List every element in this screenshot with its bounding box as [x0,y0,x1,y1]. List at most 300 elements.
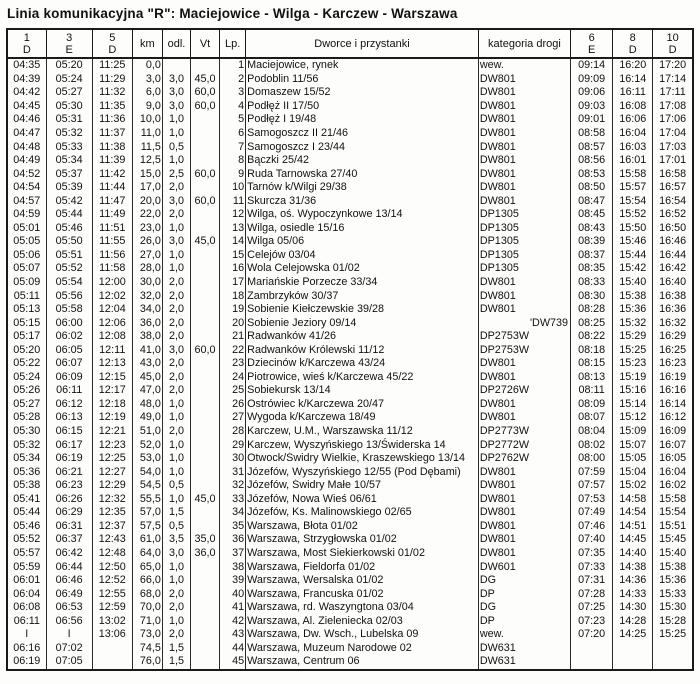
cell-time-1d: 06:11 [7,614,46,628]
column-header-time-6e: 6 E [571,29,613,58]
cell-station: Warszawa, Francuska 01/02 [246,587,479,601]
cell-lp: 23 [220,357,246,371]
cell-time-10d: 16:40 [653,276,693,290]
timetable-header [7,29,693,58]
cell-odl: 3,0 [162,547,190,561]
cell-lp: 34 [220,506,246,520]
cell-time-3e: 06:07 [46,357,92,371]
table-row [7,343,693,357]
cell-kategoria: DW801 [478,113,570,127]
cell-time-6e: 07:49 [571,506,613,520]
cell-km: 65,0 [132,560,162,574]
timetable-body [7,58,693,670]
cell-km: 27,0 [132,249,162,263]
cell-time-10d: 15:25 [653,628,693,642]
cell-time-5d: 12:06 [92,316,132,330]
cell-lp: 11 [220,194,246,208]
cell-time-3e: 05:39 [46,181,92,195]
cell-time-3e: 06:00 [46,316,92,330]
cell-vt: 60,0 [191,86,220,100]
cell-time-10d: 16:23 [653,357,693,371]
cell-time-10d: 16:16 [653,384,693,398]
cell-time-6e: 08:22 [571,330,613,344]
cell-kategoria: DW801 [478,357,570,371]
cell-time-3e: 05:56 [46,289,92,303]
cell-time-10d: 16:46 [653,235,693,249]
cell-time-5d: 12:43 [92,533,132,547]
cell-odl: 2,0 [162,384,190,398]
cell-time-8d: 15:58 [613,167,653,181]
cell-km: 53,0 [132,452,162,466]
cell-vt: 35,0 [191,533,220,547]
cell-kategoria: DW801 [478,100,570,114]
cell-station: Otwock/Świdry Wielkie, Kraszewskiego 13/14 [246,452,479,466]
cell-time-5d: 12:27 [92,465,132,479]
cell-time-5d: 12:32 [92,493,132,507]
cell-time-6e: 08:02 [571,438,613,452]
column-header-time-3e: 3 E [46,29,92,58]
cell-km: 6,0 [132,86,162,100]
cell-time-3e: 06:09 [46,371,92,385]
cell-odl: 1,0 [162,127,190,141]
cell-lp: 12 [220,208,246,222]
cell-time-5d: 11:32 [92,86,132,100]
cell-lp: 6 [220,127,246,141]
cell-lp: 41 [220,601,246,615]
cell-time-1d: 05:36 [7,465,46,479]
cell-lp: 35 [220,520,246,534]
cell-station: Warszawa, Most Siekierkowski 01/02 [246,547,479,561]
cell-time-1d: 05:41 [7,493,46,507]
cell-station: Wygoda k/Karczewa 18/49 [246,411,479,425]
cell-time-1d: 05:15 [7,316,46,330]
cell-odl: 3,0 [162,73,190,87]
cell-time-6e: 08:28 [571,303,613,317]
cell-kategoria: DW801 [478,398,570,412]
cell-time-1d: 05:28 [7,411,46,425]
cell-time-8d: 15:23 [613,357,653,371]
cell-km: 30,0 [132,276,162,290]
table-row [7,194,693,208]
cell-time-10d: 16:38 [653,289,693,303]
cell-lp: 30 [220,452,246,466]
cell-lp: 15 [220,249,246,263]
cell-time-1d: 05:06 [7,249,46,263]
cell-time-3e: 06:29 [46,506,92,520]
cell-time-6e: 08:09 [571,398,613,412]
cell-time-3e: 06:53 [46,601,92,615]
cell-time-1d: 06:01 [7,574,46,588]
cell-kategoria: DW801 [478,167,570,181]
cell-time-5d: 12:00 [92,276,132,290]
cell-vt [191,520,220,534]
table-row [7,73,693,87]
cell-time-8d: 16:01 [613,154,653,168]
cell-station: Warszawa, Al. Zieleniecka 02/03 [246,614,479,628]
cell-odl: 2,0 [162,425,190,439]
column-header-station: Dworce i przystanki [246,29,479,58]
cell-time-10d: 17:06 [653,113,693,127]
cell-lp: 2 [220,73,246,87]
cell-time-5d: 11:36 [92,113,132,127]
table-row [7,533,693,547]
cell-time-3e: 05:30 [46,100,92,114]
cell-time-5d: 12:37 [92,520,132,534]
column-header-time-1d: 1 D [7,29,46,58]
cell-time-5d: 12:04 [92,303,132,317]
cell-odl: 0,5 [162,140,190,154]
cell-kategoria: DP1305 [478,235,570,249]
cell-time-3e: 06:05 [46,343,92,357]
cell-time-6e: 08:33 [571,276,613,290]
cell-km: 74,5 [132,642,162,656]
cell-time-10d: 17:20 [653,58,693,73]
cell-lp: 24 [220,371,246,385]
table-row [7,222,693,236]
cell-time-3e: 06:37 [46,533,92,547]
cell-lp: 42 [220,614,246,628]
cell-time-1d: 06:16 [7,642,46,656]
cell-time-1d: 05:30 [7,425,46,439]
cell-kategoria: DW801 [478,479,570,493]
cell-km: 61,0 [132,533,162,547]
cell-km: 52,0 [132,438,162,452]
cell-time-6e: 07:40 [571,533,613,547]
cell-km: 3,0 [132,73,162,87]
cell-station: Ostrówiec k/Karczewa 20/47 [246,398,479,412]
column-header-odl: odl. [162,29,190,58]
cell-time-5d: 12:50 [92,560,132,574]
cell-time-6e: 07:57 [571,479,613,493]
cell-vt [191,127,220,141]
cell-kategoria: DG [478,601,570,615]
cell-time-5d: 12:18 [92,398,132,412]
cell-time-1d: 05:32 [7,438,46,452]
cell-time-10d [653,655,693,670]
table-row [7,127,693,141]
cell-lp: 43 [220,628,246,642]
cell-vt [191,276,220,290]
cell-odl: 2,0 [162,587,190,601]
table-row [7,86,693,100]
column-header-time-10d: 10 D [653,29,693,58]
cell-time-10d: 16:36 [653,303,693,317]
cell-lp: 29 [220,438,246,452]
cell-time-10d: 15:54 [653,506,693,520]
cell-time-6e: 08:15 [571,357,613,371]
cell-lp: 9 [220,167,246,181]
table-row [7,330,693,344]
cell-time-10d: 16:04 [653,465,693,479]
cell-time-8d: 15:44 [613,249,653,263]
column-header-time-8d: 8 D [613,29,653,58]
cell-lp: 21 [220,330,246,344]
cell-km: 48,0 [132,398,162,412]
table-row [7,262,693,276]
cell-time-6e: 08:00 [571,452,613,466]
cell-kategoria: DG [478,574,570,588]
cell-vt [191,140,220,154]
cell-time-8d: 16:08 [613,100,653,114]
cell-vt [191,506,220,520]
column-header-km: km [132,29,162,58]
cell-time-1d: 05:20 [7,343,46,357]
cell-lp: 4 [220,100,246,114]
cell-odl: 2,0 [162,357,190,371]
cell-time-3e: 05:54 [46,276,92,290]
cell-time-5d: 11:39 [92,154,132,168]
cell-time-6e: 08:18 [571,343,613,357]
cell-time-3e: I [46,628,92,642]
cell-station: Skurcza 31/36 [246,194,479,208]
cell-time-8d: 15:29 [613,330,653,344]
cell-kategoria: DP1305 [478,208,570,222]
cell-kategoria: DP2753W [478,343,570,357]
cell-time-1d: 05:57 [7,547,46,561]
cell-time-5d: 11:42 [92,167,132,181]
cell-time-1d: 04:54 [7,181,46,195]
cell-station: Tarnów k/Wilgi 29/38 [246,181,479,195]
cell-km: 47,0 [132,384,162,398]
cell-vt [191,181,220,195]
cell-km: 11,5 [132,140,162,154]
cell-time-8d: 14:25 [613,628,653,642]
cell-time-10d: 16:50 [653,222,693,236]
cell-time-1d: 04:57 [7,194,46,208]
cell-odl: 1,0 [162,614,190,628]
cell-time-8d: 14:45 [613,533,653,547]
cell-time-10d: 16:19 [653,371,693,385]
cell-vt [191,208,220,222]
cell-time-5d: 11:56 [92,249,132,263]
cell-time-8d: 15:36 [613,303,653,317]
cell-time-8d: 16:04 [613,127,653,141]
table-row [7,398,693,412]
cell-time-5d: 12:35 [92,506,132,520]
cell-time-10d: 16:29 [653,330,693,344]
cell-time-3e: 05:46 [46,222,92,236]
cell-odl: 1,0 [162,560,190,574]
cell-time-8d: 16:11 [613,86,653,100]
cell-station: Józefów, Wyszyńskiego 12/55 (Pod Dębami) [246,465,479,479]
cell-odl: 2,0 [162,371,190,385]
cell-odl: 1,0 [162,452,190,466]
column-header-lp: Lp. [220,29,246,58]
cell-time-1d: 05:26 [7,384,46,398]
cell-km: 10,0 [132,113,162,127]
cell-time-6e [571,642,613,656]
cell-time-5d: 11:51 [92,222,132,236]
cell-time-10d: 16:44 [653,249,693,263]
cell-time-5d: 13:02 [92,614,132,628]
table-row [7,587,693,601]
cell-kategoria: DW801 [478,303,570,317]
cell-odl: 1,0 [162,154,190,168]
cell-odl: 2,0 [162,330,190,344]
cell-time-5d: 12:02 [92,289,132,303]
cell-time-1d: 04:59 [7,208,46,222]
cell-km: 20,0 [132,194,162,208]
cell-km: 32,0 [132,289,162,303]
table-row [7,493,693,507]
cell-time-5d: 11:38 [92,140,132,154]
cell-station: Piotrowice, wieś k/Karczewa 45/22 [246,371,479,385]
cell-time-10d: 16:07 [653,438,693,452]
table-row [7,303,693,317]
cell-time-6e: 09:01 [571,113,613,127]
cell-km: 17,0 [132,181,162,195]
cell-lp: 37 [220,547,246,561]
cell-time-3e: 06:44 [46,560,92,574]
cell-kategoria: DW801 [478,154,570,168]
cell-vt: 60,0 [191,167,220,181]
cell-station: Wilga, oś. Wypoczynkowe 13/14 [246,208,479,222]
cell-km: 23,0 [132,222,162,236]
cell-time-3e: 06:17 [46,438,92,452]
cell-odl: 2,5 [162,167,190,181]
cell-time-3e: 06:21 [46,465,92,479]
table-row [7,547,693,561]
cell-time-8d: 15:46 [613,235,653,249]
cell-kategoria: DW801 [478,73,570,87]
cell-lp: 10 [220,181,246,195]
cell-time-3e: 07:05 [46,655,92,670]
cell-time-8d [613,642,653,656]
cell-km: 55,5 [132,493,162,507]
cell-time-8d [613,655,653,670]
cell-time-1d: 05:52 [7,533,46,547]
timetable [6,28,694,671]
cell-time-8d: 15:04 [613,465,653,479]
cell-time-1d: 05:34 [7,452,46,466]
page-title: Linia komunikacyjna "R": Maciejowice - Wilga - Karczew - Warszawa [7,6,458,21]
cell-vt [191,587,220,601]
cell-odl: 1,0 [162,249,190,263]
cell-time-8d: 15:32 [613,316,653,330]
cell-time-3e: 06:13 [46,411,92,425]
cell-time-5d: 12:48 [92,547,132,561]
cell-time-6e: 07:53 [571,493,613,507]
cell-lp: 28 [220,425,246,439]
cell-time-10d: 16:52 [653,208,693,222]
cell-time-10d: 17:08 [653,100,693,114]
table-row [7,601,693,615]
cell-time-1d: 04:49 [7,154,46,168]
cell-kategoria: DP1305 [478,222,570,236]
cell-time-1d: 04:39 [7,73,46,87]
cell-odl: 1,0 [162,113,190,127]
cell-time-6e: 07:46 [571,520,613,534]
cell-kategoria: DW801 [478,533,570,547]
cell-odl: 1,0 [162,262,190,276]
table-row [7,560,693,574]
cell-odl [162,58,190,73]
column-header-kategoria: kategoria drogi [478,29,570,58]
cell-time-3e: 05:34 [46,154,92,168]
cell-time-3e: 05:24 [46,73,92,87]
cell-vt [191,601,220,615]
cell-vt [191,58,220,73]
cell-time-3e: 05:52 [46,262,92,276]
cell-station: Ruda Tarnowska 27/40 [246,167,479,181]
cell-time-6e: 07:31 [571,574,613,588]
cell-time-8d: 15:57 [613,181,653,195]
cell-time-8d: 15:40 [613,276,653,290]
table-row [7,249,693,263]
cell-odl: 3,0 [162,343,190,357]
cell-km: 73,0 [132,628,162,642]
table-row [7,642,693,656]
cell-time-10d: 15:36 [653,574,693,588]
cell-time-3e: 06:49 [46,587,92,601]
cell-time-6e: 07:59 [571,465,613,479]
cell-station: Samogoszcz II 21/46 [246,127,479,141]
table-row [7,479,693,493]
cell-time-6e: 08:11 [571,384,613,398]
cell-time-8d: 15:38 [613,289,653,303]
cell-time-3e: 06:56 [46,614,92,628]
cell-kategoria: DW601 [478,560,570,574]
cell-station: Sobiekursk 13/14 [246,384,479,398]
cell-lp: 32 [220,479,246,493]
table-row [7,574,693,588]
cell-time-10d: 15:45 [653,533,693,547]
cell-time-10d: 16:32 [653,316,693,330]
cell-time-5d: 13:06 [92,628,132,642]
table-row [7,276,693,290]
cell-vt: 60,0 [191,194,220,208]
cell-station: Wilga 05/06 [246,235,479,249]
cell-time-10d: 16:12 [653,411,693,425]
cell-time-8d: 14:58 [613,493,653,507]
cell-station: Warszawa, Błota 01/02 [246,520,479,534]
cell-odl: 0,5 [162,479,190,493]
cell-time-1d: 06:19 [7,655,46,670]
cell-time-6e [571,655,613,670]
cell-time-10d: 17:01 [653,154,693,168]
cell-kategoria: DW801 [478,371,570,385]
cell-time-1d: 05:05 [7,235,46,249]
cell-km: 28,0 [132,262,162,276]
cell-time-8d: 15:52 [613,208,653,222]
cell-time-1d: 05:59 [7,560,46,574]
cell-vt [191,465,220,479]
cell-time-8d: 16:03 [613,140,653,154]
cell-kategoria: DW801 [478,465,570,479]
cell-time-10d: 15:58 [653,493,693,507]
cell-time-1d: 05:38 [7,479,46,493]
cell-vt [191,628,220,642]
cell-km: 54,5 [132,479,162,493]
cell-time-1d: 05:44 [7,506,46,520]
cell-time-6e: 08:43 [571,222,613,236]
cell-km: 70,0 [132,601,162,615]
cell-time-6e: 08:53 [571,167,613,181]
cell-km: 51,0 [132,425,162,439]
cell-station: Domaszew 15/52 [246,86,479,100]
cell-time-5d: 12:15 [92,371,132,385]
cell-time-10d: 16:02 [653,479,693,493]
cell-time-5d: 11:35 [92,100,132,114]
cell-time-8d: 14:40 [613,547,653,561]
cell-station: Bączki 25/42 [246,154,479,168]
cell-vt [191,642,220,656]
table-row [7,58,693,73]
cell-kategoria: DW801 [478,127,570,141]
cell-time-10d: 17:11 [653,86,693,100]
table-row [7,181,693,195]
table-row [7,628,693,642]
